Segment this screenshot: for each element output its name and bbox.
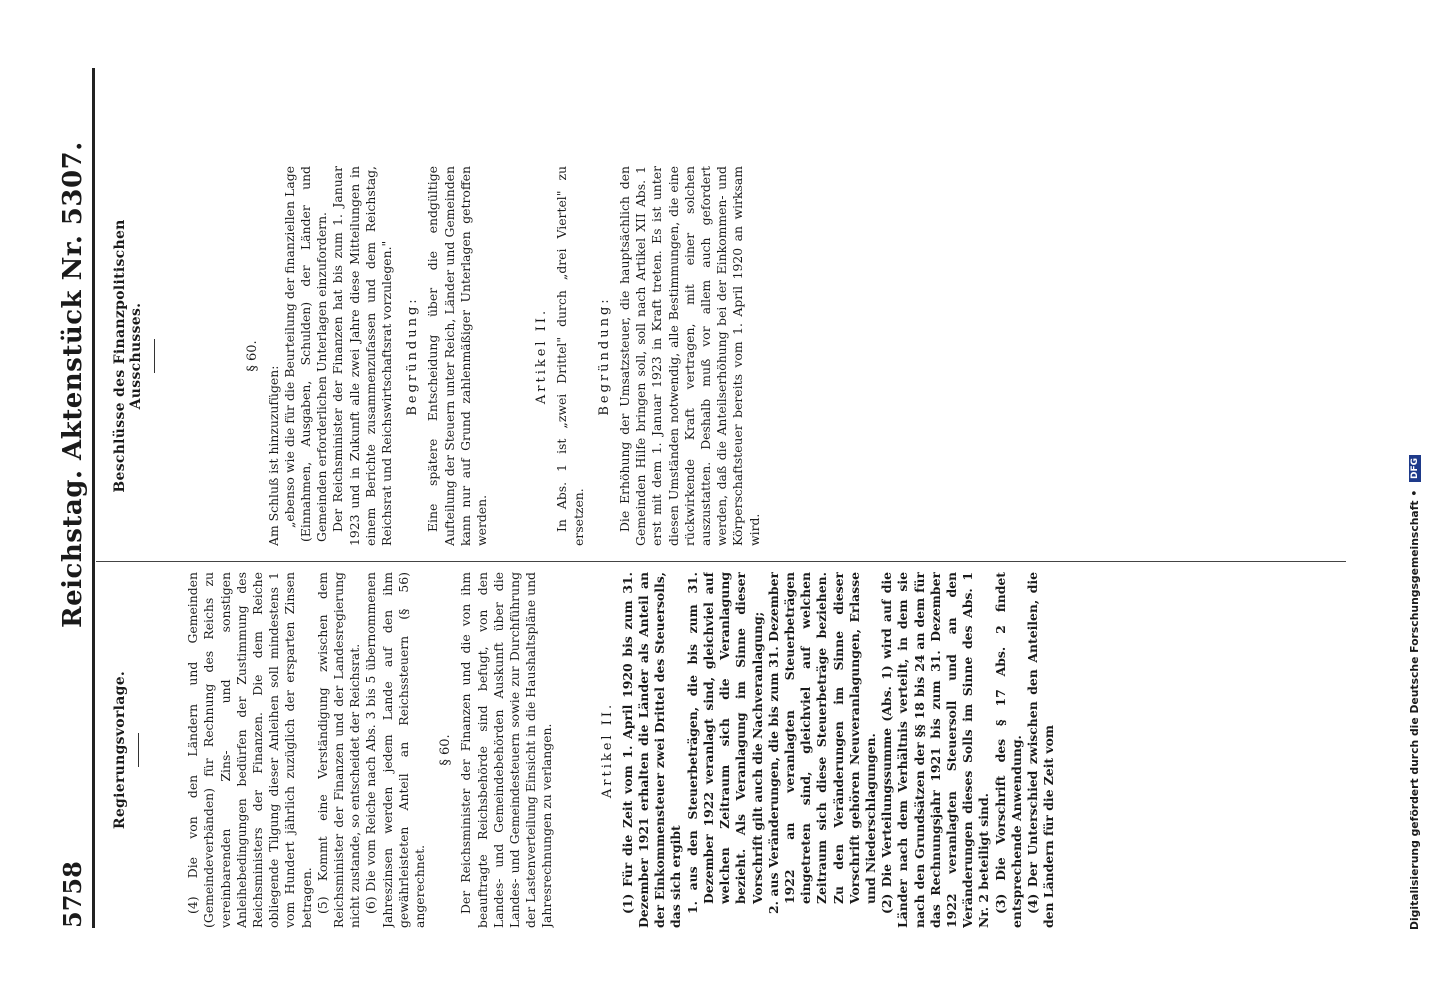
header-rule — [92, 68, 95, 928]
right-column — [112, 166, 1052, 546]
amendment-quote: „ebenso wie die für die Beurteilung der finanziellen Lage (Einnahmen, Ausgaben, Schulden) der Länder und Gemeinden erforderlichen Unterlagen einzufordern. — [281, 166, 330, 542]
article-2-para-2: (2) Die Verteilungssumme (Abs. 1) wird auf die Länder nach dem Verhältnis verteilt, in dem sie nach den Grundsätzen der §§ 18 bis 24 an dem für das Rechnungsjahr 1921 bis zum 31. Dezember 1922 veranlagten Steuersoll und an den Veränderungen dieses Solls im Sinne des Abs. 1 Nr. 2 beteiligt sind. — [879, 572, 992, 928]
article-2-para-3: (3) Die Vorschrift des § 17 Abs. 2 findet entsprechende Anwendung. — [992, 572, 1024, 928]
section-60-heading-right: § 60. — [245, 340, 261, 372]
left-column-heading: Regierungsvorlage. — [112, 670, 128, 830]
page-title: Reichstag. Aktenstück Nr. 5307. — [58, 141, 88, 628]
spacer — [201, 166, 235, 546]
amendment-quote-2: Der Reichsminister der Finanzen hat bis zum 1. Januar 1923 und in Zukunft alle zwei Jahre diese Mitteilungen in einem Berichte zusammenzufassen und dem Reichstag, Reichsrat und Reichswirtschaftsrat vorzulegen." — [330, 166, 395, 546]
article-2-item-2: 2. aus Veränderungen, die bis zum 31. Dezember 1922 an veranlagten Steuerbeträgen eingetreten sind, gleichviel auf welchen Zeitraum sich diese Steuerbeträge beziehen. Zu den Veränderungen im Sinne dieser Vorschrift gehören Neuveranlagungen, Erlasse und Niederschlagungen. — [765, 572, 878, 914]
right-heading-rule — [154, 339, 155, 373]
digitization-note — [1408, 70, 1428, 930]
paragraph-5: (5) Kommt eine Verständigung zwischen dem Reichsminister der Finanzen und der Landesregierung nicht zustande, so entscheidet der Reichsrat. — [314, 572, 363, 928]
column-divider — [96, 561, 1346, 562]
paragraph-6: (6) Die vom Reiche nach Abs. 3 bis 5 übernommenen Jahreszinsen werden jedem Lande auf den ihm gewährleisteten Anteil an Reichssteuern (§ 56) angerechnet. — [363, 572, 428, 928]
page-number: 5758 — [58, 861, 87, 928]
begruendung-1-text: Eine spätere Entscheidung über die endgültige Aufteilung der Steuern unter Reich, Länder und Gemeinden kann nur auf Grund zahlenmäßiger Unterlagen getroffen werden. — [425, 166, 490, 546]
section-60-heading: § 60. — [438, 734, 454, 766]
right-column-heading: Beschlüsse des Finanzpolitischen Ausschusses. — [112, 219, 145, 493]
amendment-intro: Am Schluß ist hinzuzufügen: — [265, 365, 281, 546]
article-2-item-1: 1. aus den Steuerbeträgen, die bis zum 31. Dezember 1922 veranlagt sind, gleichviel auf welchen Zeitraum sich die Veranlagung bezieht. Als Veranlagung im Sinne dieser Vorschrift gilt auch die Nachveranlagung; — [684, 572, 765, 914]
article-2-heading-right: Artikel II. — [534, 307, 550, 405]
left-column — [112, 572, 1342, 928]
dfg-logo: DFG — [1409, 455, 1421, 482]
begruendung-2-text: Die Erhöhung der Umsatzsteuer, die hauptsächlich den Gemeinden Hilfe bringen soll, soll nach Artikel XII Abs. 1 erst mit dem 1. Januar 1923 in Kraft treten. Es ist unter diesen Umständen notwendig, alle Bestimmungen, die eine rückwirkende Kraft vertragen, mit einer solchen auszustatten. Deshalb muß vor allem auch gefordert werden, daß die Anteilserhöhung bei der Einkommen- und Körperschaftsteuer bereits vom 1. April 1920 an wirksam wird. — [617, 166, 762, 546]
section-60-text: Der Reichsminister der Finanzen und die von ihm beauftragte Reichsbehörde sind befugt, von den Landes- und Gemeindebehörden Auskunft über die Landes- und Gemeindesteuern sowie zur Durchführung der Lastenverteilung Einsicht in die Haushaltspläne und Jahresrechnungen zu verlangen. — [458, 572, 555, 928]
article-2-heading: Artikel II. — [599, 701, 615, 799]
begruendung-2-heading: Begründung: — [596, 296, 612, 416]
page-header — [58, 68, 88, 928]
spacer — [556, 572, 590, 928]
paragraph-4: (4) Die von den Ländern und Gemeinden (Gemeindeverbänden) für Rechnung des Reichs zu vereinbarenden Zins- und sonstigen Anleihebedingungen bedürfen der Zustimmung des Reichsministers der Finanzen. Die dem Reiche obliegende Tilgung dieser Anleihen soll mindestens 1 vom Hundert jährlich zuzüglich der ersparten Zinsen betragen. — [185, 572, 314, 928]
article-2-para-1: (1) Für die Zeit vom 1. April 1920 bis zum 31. Dezember 1921 erhalten die Länder als Anteil an der Einkommensteuer zwei Drittel des Steuersolls, das sich ergibt — [619, 572, 684, 928]
left-heading-rule — [138, 733, 139, 767]
begruendung-1-heading: Begründung: — [405, 296, 421, 416]
article-2-list — [685, 572, 879, 914]
article-2-para-4: (4) Der Unterschied zwischen den Anteilen, die den Ländern für die Zeit vom — [1024, 572, 1057, 928]
spacer — [490, 166, 524, 546]
article-2-amendment: In Abs. 1 ist „zwei Drittel" durch „drei Viertel" zu ersetzen. — [554, 166, 586, 546]
digitization-note-text: Digitalisierung gefördert durch die Deutsche Forschungsgemeinschaft • — [1408, 489, 1421, 930]
